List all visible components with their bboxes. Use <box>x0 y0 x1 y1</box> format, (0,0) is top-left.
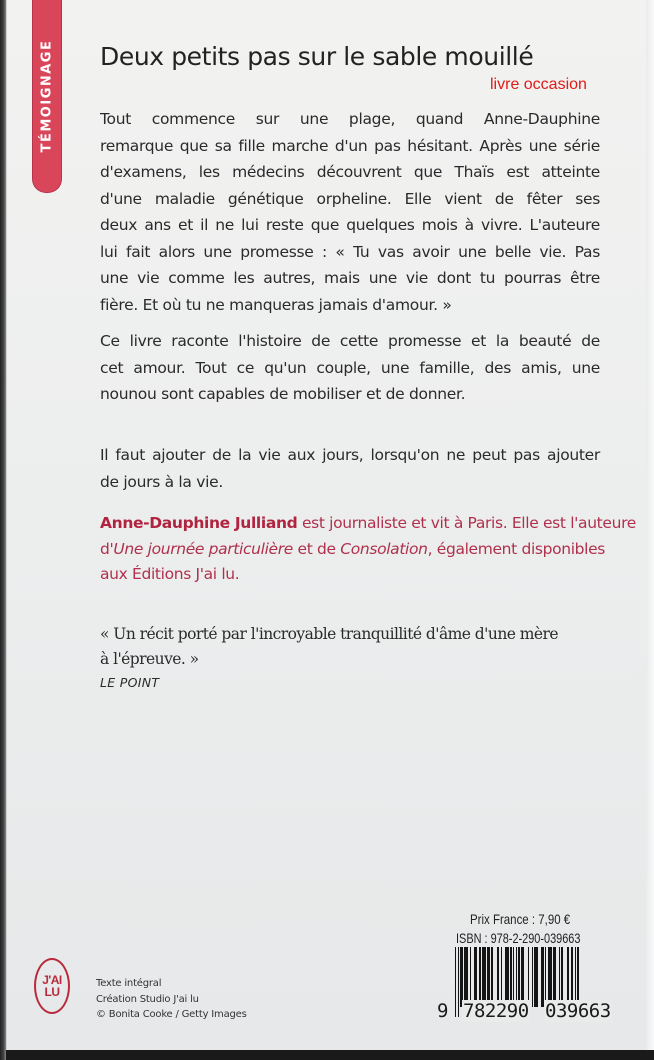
blurb-line: Tout commence sur une plage, quand Anne-Dauphine <box>100 110 600 128</box>
genre-label: TÉMOIGNAGE <box>39 39 55 153</box>
blurb-line: d'une maladie génétique orpheline. Elle vient de fêter ses <box>100 189 600 208</box>
blurb-paragraph-1 <box>100 106 600 318</box>
press-quote <box>100 622 630 694</box>
blurb-line: deux ans et il ne lui reste que quelques mois à vivre. L'auteure <box>100 216 600 234</box>
blurb-line: Il faut ajouter de la vie aux jours, lorsqu'on ne peut pas ajouter <box>100 446 600 464</box>
book-title-1: Une journée particulière <box>113 539 293 558</box>
barcode-digits-right: 039663 <box>545 1000 611 1022</box>
book-title: Deux petits pas sur le sable mouillé <box>100 42 534 71</box>
blurb-line: Ce livre raconte l'histoire de cette promesse et la beauté de <box>100 332 600 350</box>
quote-line: « Un récit porté par l'incroyable tranquillité d'âme d'une mère <box>100 625 559 643</box>
book-title-2: Consolation <box>340 539 428 558</box>
book-page-edge <box>646 0 654 1050</box>
barcode-digit-first: 9 <box>437 1000 448 1022</box>
author-bio-line: d'Une journée particulière et de Consolation, également disponibles <box>100 539 606 558</box>
credit-line: Création Studio J'ai lu <box>96 993 199 1005</box>
isbn-label: ISBN : 978-2-290-039663 <box>456 930 581 946</box>
blurb-line: une vie comme les autres, mais une vie dont tu pourras être <box>100 269 600 287</box>
blurb-line: fière. Et où tu ne manqueras jamais d'amour. » <box>100 295 452 314</box>
genre-tab <box>32 0 62 193</box>
blurb-line: cet amour. Tout ce qu'un couple, une famille, des amis, une <box>100 358 600 377</box>
quote-source: LE POINT <box>100 675 160 690</box>
credits <box>96 976 247 1023</box>
author-bio-line: aux Éditions J'ai lu. <box>100 565 240 583</box>
quote-line: à l'épreuve. » <box>100 650 199 668</box>
credit-line: © Bonita Cooke / Getty Images <box>96 1009 247 1020</box>
author-bio <box>100 511 636 588</box>
used-book-tagline: livre occasion <box>490 76 587 93</box>
blurb-line: nounou sont capables de mobiliser et de donner. <box>100 385 466 403</box>
blurb-paragraph-3 <box>100 442 600 495</box>
blurb-line: d'examens, les médecins découvrent que Thaïs est atteinte <box>100 163 600 181</box>
price-label: Prix France : 7,90 € <box>470 911 571 927</box>
barcode-digits-left: 782290 <box>463 1000 529 1022</box>
blurb-paragraph-2 <box>100 328 600 408</box>
author-name: Anne-Dauphine Julliand <box>100 514 298 532</box>
author-bio-line: Anne-Dauphine Julliand est journaliste et vit à Paris. Elle est l'auteure <box>100 514 636 532</box>
blurb-line: remarque que sa fille marche d'un pas hésitant. Après une série <box>100 136 600 155</box>
credit-line: Texte intégral <box>96 978 162 989</box>
publisher-logo: J'AI LU <box>34 958 70 1014</box>
blurb-line: lui fait alors une promesse : « Tu vas avoir une belle vie. Pas <box>100 242 600 261</box>
blurb-line: de jours à la vie. <box>100 472 223 491</box>
